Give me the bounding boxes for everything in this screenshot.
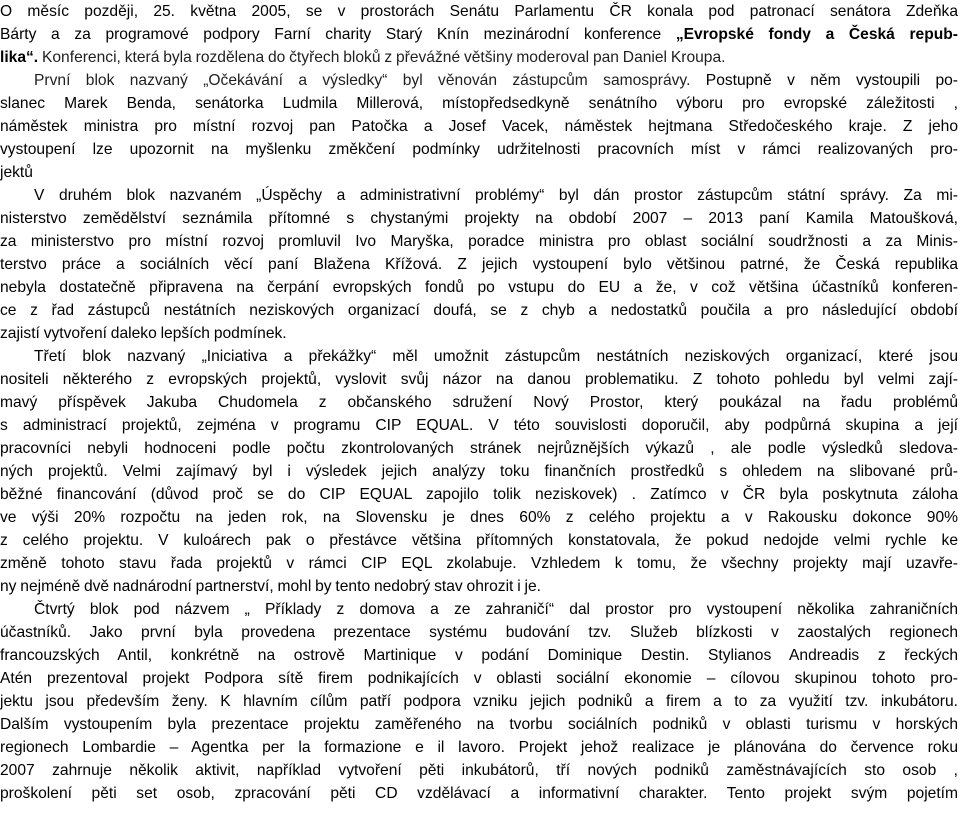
paragraph-4-line-2: nositeli některého z evropských projektů, vyslovit svůj názor na danou problematiku. Z tohoto pohledu byl velmi zají- [0, 371, 958, 388]
paragraph-2-line-2: slanec Marek Benda, senátorka Ludmila Millerová, místopředsedkyně senátního výboru pro evropské záležitosti , [0, 95, 958, 112]
text-span: Projekt jehož realizace je plánována do července roku [518, 739, 958, 756]
paragraph-1-line-1: O měsíc později, 25. května 2005, se v prostorách Senátu Parlamentu ČR konala pod patronací senátora Zdeňka [0, 3, 958, 20]
conference-title-part-1: „Evropské fondy a Česká repub- [675, 26, 958, 43]
paragraph-5-line-5: jektu jsou především ženy. K hlavním cílům patří podpora vzniku jejich podniků a firem a to za využití tzv. inkubátoru. [0, 693, 958, 710]
paragraph-3-line-7: zajistí vytvoření daleko lepších podmínek. [0, 325, 287, 342]
text-span: náměstek ministra pro místní rozvoj pan Patočka a Josef Vacek, náměstek hejtmana Středočeského kraje. [0, 118, 887, 135]
paragraph-1-line-3 [0, 46, 725, 69]
paragraph-3-line-6: ce z řad zástupců nestátních neziskových organizací doufá, se z chyb a nedostatků poučila a pro následující období [0, 302, 958, 319]
paragraph-2-line-3 [0, 115, 958, 138]
paragraph-5-line-4: Atén prezentoval projekt Podpora sítě firem podnikajících v oblasti sociální ekonomie – cílovou skupinou tohoto pro- [0, 670, 958, 687]
paragraph-5-line-3: francouzských Antil, konkrétně na ostrově Martinique v podání Dominique Destin. Stylianos Andreadis z řeckých [0, 647, 958, 664]
paragraph-4-line-3: mavý příspěvek Jakuba Chudomela z občanského sdružení Nový Prostor, který poukázal na řadu problémů [0, 394, 958, 411]
paragraph-4-line-10: změně tohoto stavu řada projektů v rámci CIP EQL zkolabuje. Vzhledem k tomu, že všechny projekty mají uzavře- [0, 555, 958, 572]
paragraph-3-line-5: nebyla dostatečně připravena na čerpání evropských fondů po vstupu do EU a že, v což většina účastníků konferen- [0, 279, 958, 296]
paragraph-2-line-1 [34, 69, 958, 92]
paragraph-4-line-11: ny nejméně dvě nadnárodní partnerství, mohl by tento nedobrý stav ohrozit i je. [0, 578, 541, 595]
paragraph-4-line-8: ve výši 20% rozpočtu na jeden rok, na Slovensku je dnes 60% z celého projektu a v Rakousku dokonce 90% [0, 509, 958, 526]
paragraph-5-line-9: proškolení pěti set osob, zpracování pěti CD vzdělávací a informativní charakter. Tento projekt svým pojetím [0, 785, 958, 802]
paragraph-5-line-2: účastníků. Jako první byla provedena prezentace systému budování tzv. Služeb blízkosti v zaostalých regionech [0, 624, 958, 641]
text-span: Postupně v něm vystoupili po- [705, 72, 958, 89]
paragraph-2-line-5: jektů [0, 164, 33, 181]
text-span: Z jeho [902, 118, 958, 135]
paragraph-5-line-7 [0, 736, 958, 759]
text-span: Bárty a za programové podpory Farní charity Starý Knín mezinárodní konference [0, 26, 662, 43]
paragraph-4-line-1: Třetí blok nazvaný „Iniciativa a překážky“ měl umožnit zástupcům nestátních neziskových organizací, které jsou [34, 348, 958, 365]
text-span: regionech Lombardie – Agentka per la formazione e il lavoro. [0, 739, 505, 756]
paragraph-2-line-4: vystoupení lze upozornit na myšlenku změkčení podmínky udržitelnosti pracovních míst v rámci realizovaných pro- [0, 141, 958, 158]
paragraph-4-line-7: běžné financování (důvod proč se do CIP EQUAL zapojilo tolik neziskovek) . Zatímco v ČR byla poskytnuta záloha [0, 486, 958, 503]
paragraph-3-line-2: nisterstvo zemědělství seznámila přítomné s chystanými projekty na období 2007 – 2013 paní Kamila Matoušková, [0, 210, 958, 227]
paragraph-4-line-9: z celého projektu. V kuloárech pak o přestávce většina přítomných konstatovala, že pokud nedojde velmi rychle ke [0, 532, 958, 549]
text-span: První blok nazvaný „Očekávání a výsledky“ byl věnován zástupcům samosprávy. [34, 72, 691, 89]
conference-title-part-2: lika“. [0, 49, 39, 66]
paragraph-3-line-4: terstvo práce a sociálních věcí paní Blažena Křížová. Z jejich vystoupení bylo většinou patrné, že Česká republika [0, 256, 958, 273]
paragraph-4-line-4: s administrací projektů, zejména v programu CIP EQUAL. V této souvislosti doporučil, aby podpůrná skupina a její [0, 417, 958, 434]
paragraph-3-line-3: za ministerstvo pro místní rozvoj promluvil Ivo Maryška, poradce ministra pro oblast sociální soudržnosti a za Minis- [0, 233, 958, 250]
paragraph-4-line-6: ných projektů. Velmi zajímavý byl i výsledek jejich analýzy toku finančních prostředků s ohledem na slibované prů- [0, 463, 958, 480]
paragraph-4-line-5: pracovníci nebyli hodnoceni podle počtu zkontrolovaných stránek nejrůznějších výkazů , ale podle výsledků sledova- [0, 440, 958, 457]
text-span: Konferenci, která byla rozdělena do čtyřech bloků z převážné většiny moderoval pan Daniel Kroupa. [41, 49, 726, 66]
paragraph-5-line-1: Čtvrtý blok pod názvem „ Příklady z domova a ze zahraničí“ dal prostor pro vystoupení několika zahraničních [34, 601, 958, 618]
paragraph-3-line-1: V druhém blok nazvaném „Úspěchy a administrativní problémy“ byl dán prostor zástupcům státní správy. Za mi- [34, 187, 958, 204]
paragraph-5-line-8: 2007 zahrnuje několik aktivit, například vytvoření pěti inkubátorů, tří nových podniků zaměstnávajících sto osob , [0, 762, 958, 779]
paragraph-1-line-2 [0, 23, 958, 46]
paragraph-5-line-6: Dalším vystoupením byla prezentace projektu zaměřeného na tvorbu sociálních podniků v oblasti turismu v horských [0, 716, 958, 733]
